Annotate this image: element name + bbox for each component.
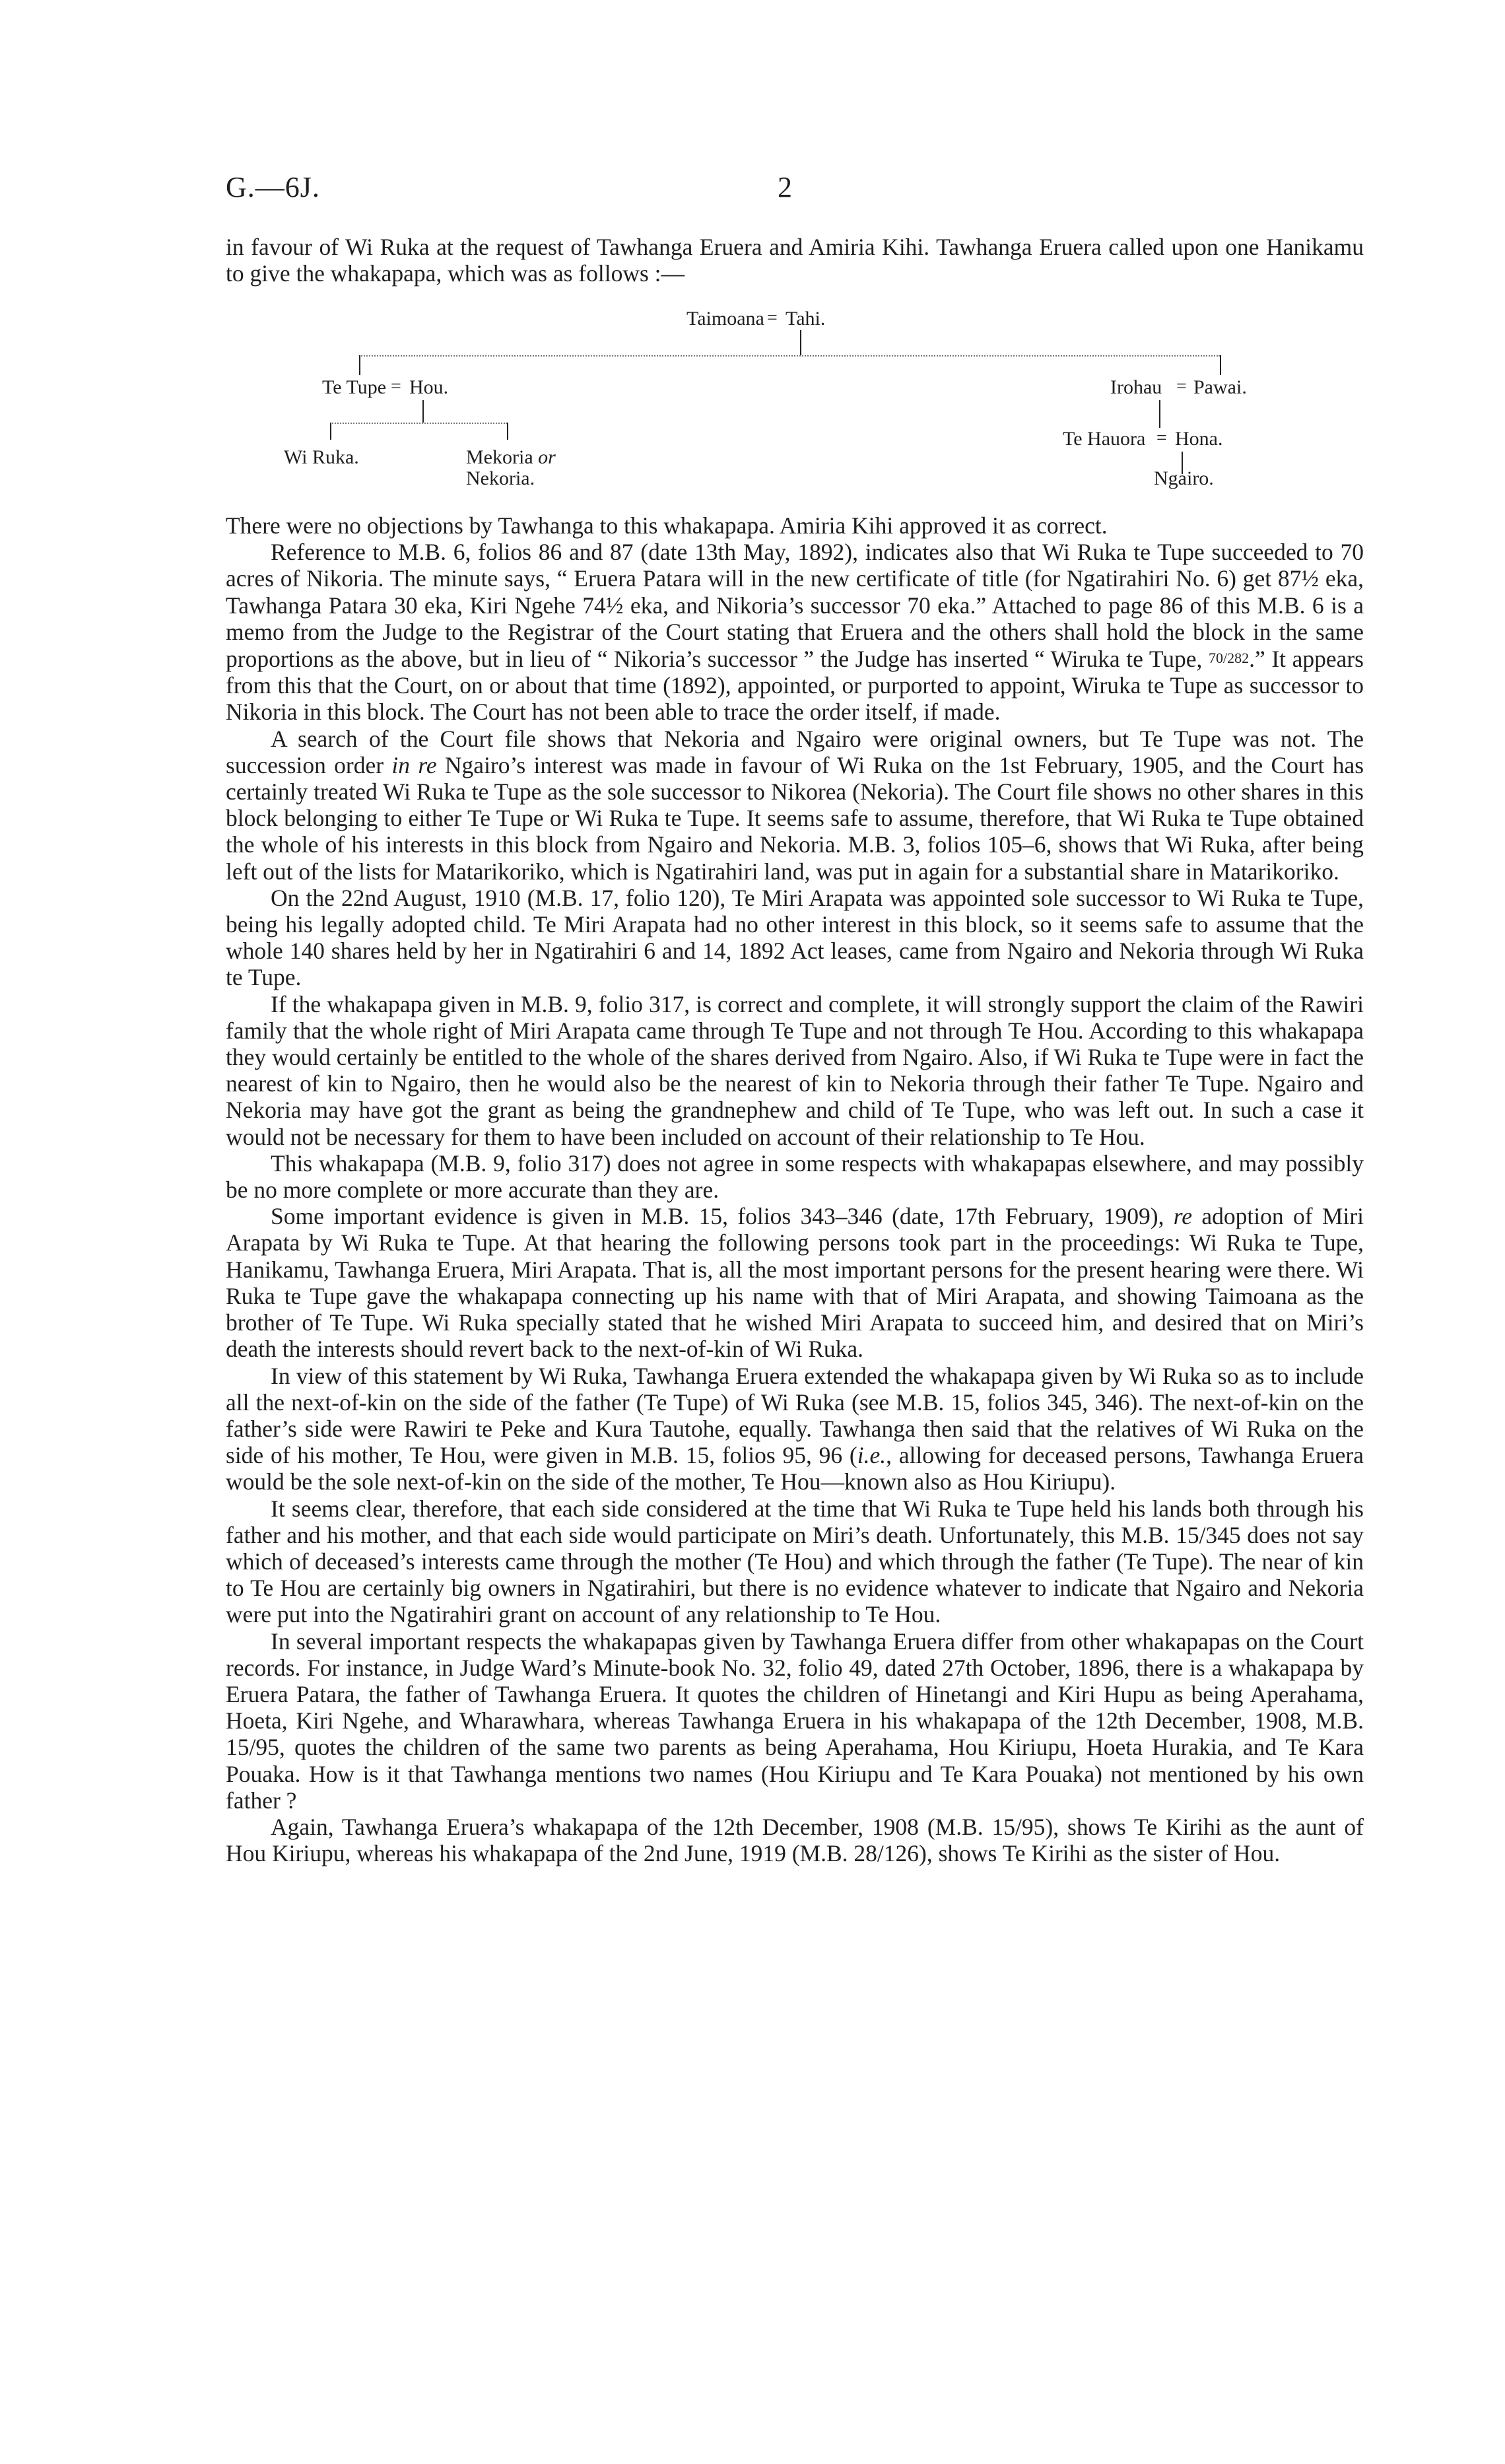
- tree-node-nekoria: Nekoria.: [466, 467, 535, 489]
- tree-node-hou: Hou.: [409, 376, 449, 398]
- tree-equals-sign: =: [1156, 428, 1167, 448]
- paragraph: On the 22nd August, 1910 (M.B. 17, folio 120), Te Miri Arapata was appointed sole successor to Wi Ruka te Tupe, being his legally adopted child. Te Miri Arapata had no other interest in this block, so it seems safe to assume that the whole 140 shares held by her in Ngatirahiri 6 and 14, 1892 Act leases, came from Ngairo and Nekoria through Wi Ruka te Tupe.: [226, 884, 1364, 991]
- intro-paragraph: in favour of Wi Ruka at the request of Tawhanga Eruera and Amiria Kihi. Tawhanga Eruera called upon one Hanikamu to give the whakapapa, which was as follows :—: [226, 234, 1364, 287]
- paragraph: A search of the Court file shows that Nekoria and Ngairo were original owners, but Te Tupe was not. The succession order in re Ngairo’s interest was made in favour of Wi Ruka on the 1st February, 1905, and the Court has certainly treated Wi Ruka te Tupe as the sole successor to Nikorea (Nekoria). The Court file shows no other shares in this block belonging to either Te Tupe or Wi Ruka te Tupe. It seems safe to assume, therefore, that Wi Ruka te Tupe obtained the whole of his interests in this block from Ngairo and Nekoria. M.B. 3, folios 105–6, shows that Wi Ruka, after being left out of the lists for Matarikoriko, which is Ngatirahiri land, was put in again for a substantial share in Matarikoriko.: [226, 725, 1364, 885]
- tree-line-top-descent: [800, 330, 801, 355]
- tree-node-irohau: Irohau: [1110, 376, 1162, 398]
- tree-equals-sign: =: [391, 376, 401, 397]
- tree-line-te-tupe-descent: [422, 400, 424, 423]
- tree-line-wi-ruka-drop: [330, 423, 331, 440]
- tree-node-tahi: Tahi.: [786, 308, 826, 329]
- tree-line-sibling-bar: [359, 355, 1220, 357]
- tree-node-ngairo: Ngairo.: [1154, 467, 1214, 489]
- paragraph: Some important evidence is given in M.B. 15, folios 343–346 (date, 17th February, 1909), re adoption of Miri Arapata by Wi Ruka te Tupe. At that hearing the following persons took part in the proceedings: Wi Ruka te Tupe, Hanikamu, Tawhanga Eruera, Miri Arapata. That is, all the most important persons for the present hearing were there. Wi Ruka te Tupe gave the whakapapa connecting up his name with that of Miri Arapata, and showing Taimoana as the brother of Te Tupe. Wi Ruka specially stated that he wished Miri Arapata to succeed him, and desired that on Miri’s death the interests should revert back to the next-of-kin of Wi Ruka.: [226, 1203, 1364, 1363]
- tree-equals-sign: =: [1176, 376, 1187, 397]
- paragraph: Reference to M.B. 6, folios 86 and 87 (date 13th May, 1892), indicates also that Wi Ruka te Tupe succeeded to 70 acres of Nikoria. The minute says, “ Eruera Patara will in the new certificate of title (for Ngatirahiri No. 6) get 87½ eka, Tawhanga Patara 30 eka, Kiri Ngehe 74½ eka, and Nikoria’s successor 70 eka.” Attached to page 86 of this M.B. 6 is a memo from the Judge to the Registrar of the Court stating that Eruera and the others shall hold the block in the same proportions as the above, but in lieu of “ Nikoria’s successor ” the Judge has inserted “ Wiruka te Tupe, 70/282.” It appears from this that the Court, on or about that time (1892), appointed, or purported to appoint, Wiruka te Tupe as successor to Nikoria in this block. The Court has not been able to trace the order itself, if made.: [226, 539, 1364, 726]
- paragraph: It seems clear, therefore, that each side considered at the time that Wi Ruka te Tupe held his lands both through his father and his mother, and that each side would participate on Miri’s death. Unfortunately, this M.B. 15/345 does not say which of deceased’s interests came through the mother (Te Hou) and which through the father (Te Tupe). The near of kin to Te Hou are certainly big owners in Ngatirahiri, but there is no evidence whatever to indicate that Ngairo and Nekoria were put into the Ngatirahiri grant on account of any relationship to Te Hou.: [226, 1495, 1364, 1628]
- page-number: 2: [778, 171, 792, 203]
- tree-line-left-drop: [359, 355, 360, 375]
- tree-node-pawai: Pawai.: [1193, 376, 1247, 398]
- tree-node-te-tupe: Te Tupe: [322, 376, 387, 398]
- document-reference: G.—6J.: [226, 171, 320, 203]
- tree-line-right-drop: [1220, 355, 1221, 375]
- tree-line-te-tupe-children: [330, 423, 507, 424]
- tree-node-wi-ruka: Wi Ruka.: [284, 446, 359, 468]
- tree-equals-sign: =: [767, 308, 778, 328]
- tree-node-te-hauora: Te Hauora: [1063, 428, 1146, 450]
- fraction: 70/282: [1208, 650, 1250, 667]
- paragraph: Again, Tawhanga Eruera’s whakapapa of the 12th December, 1908 (M.B. 15/95), shows Te Kirihi as the aunt of Hou Kiriupu, whereas his whakapapa of the 2nd June, 1919 (M.B. 28/126), shows Te Kirihi as the sister of Hou.: [226, 1813, 1364, 1867]
- tree-line-mekoria-drop: [507, 423, 508, 440]
- paragraph: There were no objections by Tawhanga to this whakapapa. Amiria Kihi approved it as correct.: [226, 512, 1108, 539]
- whakapapa-diagram: [0, 0, 1505, 502]
- tree-node-hona: Hona.: [1175, 428, 1223, 450]
- body-text: [226, 512, 1364, 1866]
- paragraph: This whakapapa (M.B. 9, folio 317) does not agree in some respects with whakapapas elsewhere, and may possibly be no more complete or more accurate than they are.: [226, 1149, 1364, 1204]
- paragraph: In several important respects the whakapapas given by Tawhanga Eruera differ from other whakapapas on the Court records. For instance, in Judge Ward’s Minute-book No. 32, folio 49, dated 27th October, 1896, there is a whakapapa by Eruera Patara, the father of Tawhanga Eruera. It quotes the children of Hinetangi and Kiri Hupu as being Aperahama, Hoeta, Kiri Ngehe, and Wharawhara, whereas Tawhanga Eruera in his whakapapa of the 12th December, 1908, M.B. 15/95, quotes the children of the same two parents as being Aperahama, Hou Kiriupu, Hoeta Hurakia, and Te Kara Pouaka. How is it that Tawhanga mentions two names (Hou Kiriupu and Te Kara Pouaka) not mentioned by his own father ?: [226, 1627, 1364, 1814]
- tree-node-taimoana: Taimoana: [686, 308, 764, 329]
- paragraph: If the whakapapa given in M.B. 9, folio 317, is correct and complete, it will strongly support the claim of the Rawiri family that the whole right of Miri Arapata came through Te Tupe and not through Te Hou. According to this whakapapa they would certainly be entitled to the whole of the shares derived from Ngairo. Also, if Wi Ruka te Tupe were in fact the nearest of kin to Ngairo, then he would also be the nearest of kin to Nekoria through their father Te Tupe. Ngairo and Nekoria may have got the grant as being the grandnephew and child of Te Tupe, who was left out. In such a case it would not be necessary for them to have been included on account of their relationship to Te Hou.: [226, 990, 1364, 1150]
- tree-node-mekoria: Mekoria or: [466, 446, 556, 468]
- tree-line-irohau-descent: [1159, 400, 1160, 428]
- paragraph: In view of this statement by Wi Ruka, Tawhanga Eruera extended the whakapapa given by Wi Ruka so as to include all the next-of-kin on the side of the father (Te Tupe) of Wi Ruka (see M.B. 15, folios 345, 346). The next-of-kin on the father’s side were Rawiri te Peke and Kura Tautohe, equally. Tawhanga then said that the relatives of Wi Ruka on the side of his mother, Te Hou, were given in M.B. 15, folios 95, 96 (i.e., allowing for deceased persons, Tawhanga Eruera would be the sole next-of-kin on the side of the mother, Te Hou—known also as Hou Kiriupu).: [226, 1362, 1364, 1495]
